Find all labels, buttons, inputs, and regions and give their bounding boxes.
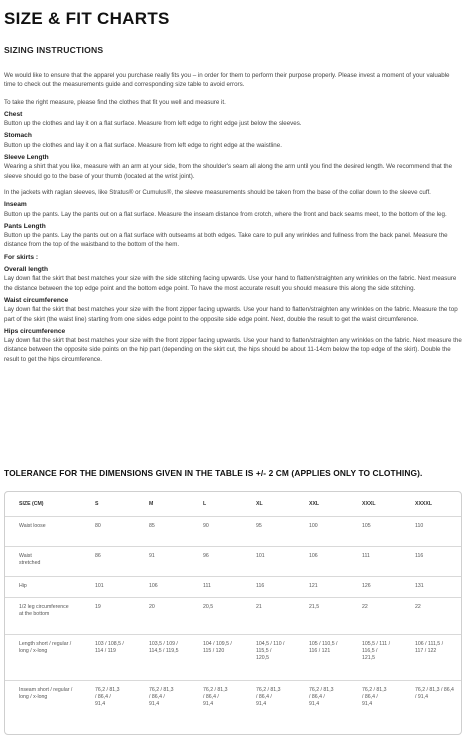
table-cell: 22	[407, 598, 461, 635]
size-table	[5, 492, 461, 731]
table-cell: 21	[248, 598, 301, 635]
waist-circumference-heading: Waist circumference	[4, 296, 69, 304]
overall-length-text: Lay down flat the skirt that best matches your size with the side stitching facing upwards. Use your hand to flatten/straighten any wrinkles on the fabric. Next measure the distance between the top edge point and the bottom edge point. To have the most accurate result you should measure this along the side stitching.	[4, 275, 457, 292]
table-header-row	[5, 492, 461, 517]
table-cell: 104 / 109,5 / 115 / 120	[195, 635, 248, 681]
table-cell: 21,5	[301, 598, 354, 635]
table-cell: 105	[354, 517, 407, 547]
header-m: M	[141, 492, 195, 517]
table-cell: 111	[195, 577, 248, 598]
header-xl: XL	[248, 492, 301, 517]
page-title: SIZE & FIT CHARTS	[4, 9, 170, 28]
table-cell: 105,5 / 111 / 116,5 / 121,5	[354, 635, 407, 681]
intro-text: We would like to ensure that the apparel you purchase really fits you – in order for them to perform their purpose properly. Please invest a moment of your valuable time to check out the measurements guide and corresponding size table to avoid errors.	[4, 72, 450, 89]
table-cell: 76,2 / 81,3 / 86,4 / 91,4	[362, 687, 387, 707]
stomach-text: Button up the clothes and lay it on a flat surface. Measure from left edge to right edge at the waistline.	[4, 141, 282, 149]
pants-length-heading: Pants Length	[4, 222, 46, 230]
tolerance-note: TOLERANCE FOR THE DIMENSIONS GIVEN IN THE TABLE IS +/- 2 CM (APPLIES ONLY TO CLOTHING).	[4, 468, 423, 478]
table-cell: 76,2 / 81,3 / 86,4 / 91,4	[415, 687, 454, 700]
table-cell: 22	[354, 598, 407, 635]
table-cell: 106	[301, 547, 354, 577]
table-cell: 101	[248, 547, 301, 577]
row-label: Waist stretched	[5, 547, 87, 577]
sizing-instructions-heading: SIZING INSTRUCTIONS	[4, 45, 104, 55]
table-cell: 106	[141, 577, 195, 598]
table-cell: 104,5 / 110 / 115,5 / 120,5	[248, 635, 301, 681]
table-cell: 20	[141, 598, 195, 635]
table-row	[5, 635, 461, 681]
table-cell: 131	[407, 577, 461, 598]
hips-circumference-text: Lay down flat the skirt that best matches your size with the front zipper facing upwards. Use your hand to flatten/straighten any wrinkles on the fabric. Next measure the distance between the opposite side points on the hip part (depending on the skirt cut, the hips should be about 11-14cm below the top edge of the skirt). Double the result to get the hips circumference.	[4, 337, 462, 363]
table-cell: 116	[248, 577, 301, 598]
row-label: Inseam short / regular / long / x-long	[19, 687, 73, 700]
measure-note: To take the right measure, please find the clothes that fit you well and measure it.	[4, 98, 226, 106]
sleeve-length-heading: Sleeve Length	[4, 154, 49, 162]
chest-text: Button up the clothes and lay it on a flat surface. Measure from left edge to right edge just below the sleeves.	[4, 120, 302, 128]
hips-circumference-heading: Hips circumference	[4, 327, 66, 335]
table-cell: 80	[87, 517, 141, 547]
overall-length-heading: Overall length	[4, 266, 48, 274]
row-label: Length short / regular / long / x-long	[5, 635, 87, 681]
row-label: 1/2 leg circumference at the bottom	[5, 598, 87, 635]
header-size: SIZE (CM)	[5, 492, 87, 517]
size-table-container	[4, 491, 462, 735]
table-cell: 126	[354, 577, 407, 598]
table-row	[5, 547, 461, 577]
header-xxxl: XXXL	[354, 492, 407, 517]
skirts-heading: For skirts :	[4, 253, 39, 261]
table-cell: 116	[407, 547, 461, 577]
table-cell: 101	[87, 577, 141, 598]
stomach-heading: Stomach	[4, 132, 32, 140]
table-cell: 76,2 / 81,3 / 86,4 / 91,4	[256, 687, 281, 707]
table-cell: 85	[141, 517, 195, 547]
table-cell: 76,2 / 81,3 / 86,4 / 91,4	[309, 687, 334, 707]
table-cell: 86	[87, 547, 141, 577]
table-cell: 121	[301, 577, 354, 598]
inseam-heading: Inseam	[4, 201, 27, 209]
table-cell: 103 / 108,5 / 114 / 119	[87, 635, 141, 681]
table-cell: 100	[301, 517, 354, 547]
table-cell: 103,5 / 109 / 114,5 / 119,5	[141, 635, 195, 681]
inseam-text: Button up the pants. Lay the pants out on a flat surface. Measure the inseam distance from crotch, where the front and back seams meet, to the bottom of the leg.	[4, 210, 447, 218]
table-cell: 106 / 111,5 / 117 / 122	[407, 635, 461, 681]
table-cell: 91	[141, 547, 195, 577]
table-cell: 105 / 110,5 / 116 / 121	[301, 635, 354, 681]
header-xxl: XXL	[301, 492, 354, 517]
table-cell: 111	[354, 547, 407, 577]
table-cell: 110	[407, 517, 461, 547]
waist-circumference-text: Lay down flat the skirt that best matches your size with the front zipper facing upwards. Use your hand to flatten/straighten any wrinkles on the fabric. Measure the top part of the skirt (the waist line) starting from one sides edge point to the opposite side edge point. Next, double the result to get the waist circumference.	[4, 306, 458, 323]
table-cell: 76,2 / 81,3 / 86,4 / 91,4	[203, 687, 228, 707]
table-row	[5, 517, 461, 547]
table-cell: 20,5	[195, 598, 248, 635]
table-cell: 19	[87, 598, 141, 635]
header-l: L	[195, 492, 248, 517]
row-label: Hip	[5, 577, 87, 598]
table-cell: 96	[195, 547, 248, 577]
sleeve-length-text: Wearing a shirt that you like, measure with an arm at your side, from the shoulder's seam all along the arm until you find the desired length. We recommend that the sleeve should go to the base of your thumb (located at the wrist joint).	[4, 163, 453, 180]
table-cell: 76,2 / 81,3 / 86,4 / 91,4	[95, 687, 120, 707]
table-row	[5, 598, 461, 635]
row-label: Waist loose	[5, 517, 87, 547]
sizing-instructions	[4, 71, 462, 364]
pants-length-text: Button up the pants. Lay the pants out on a flat surface with outseams at both edges. Take care to pull any wrinkles and fullness from the back panel. Measure the distance from the top of the waistband to the bottom of the hem.	[4, 232, 448, 249]
table-row	[5, 577, 461, 598]
table-cell: 95	[248, 517, 301, 547]
table-cell: 76,2 / 81,3 / 86,4 / 91,4	[149, 687, 174, 707]
raglan-note: In the jackets with raglan sleeves, like Stratus® or Cumulus®, the sleeve measurements should be taken from the base of the collar down to the sleeve cuff.	[4, 188, 431, 196]
chest-heading: Chest	[4, 110, 23, 118]
header-xxxxl: XXXXL	[407, 492, 461, 517]
header-s: S	[87, 492, 141, 517]
table-row	[5, 681, 461, 731]
table-cell: 90	[195, 517, 248, 547]
